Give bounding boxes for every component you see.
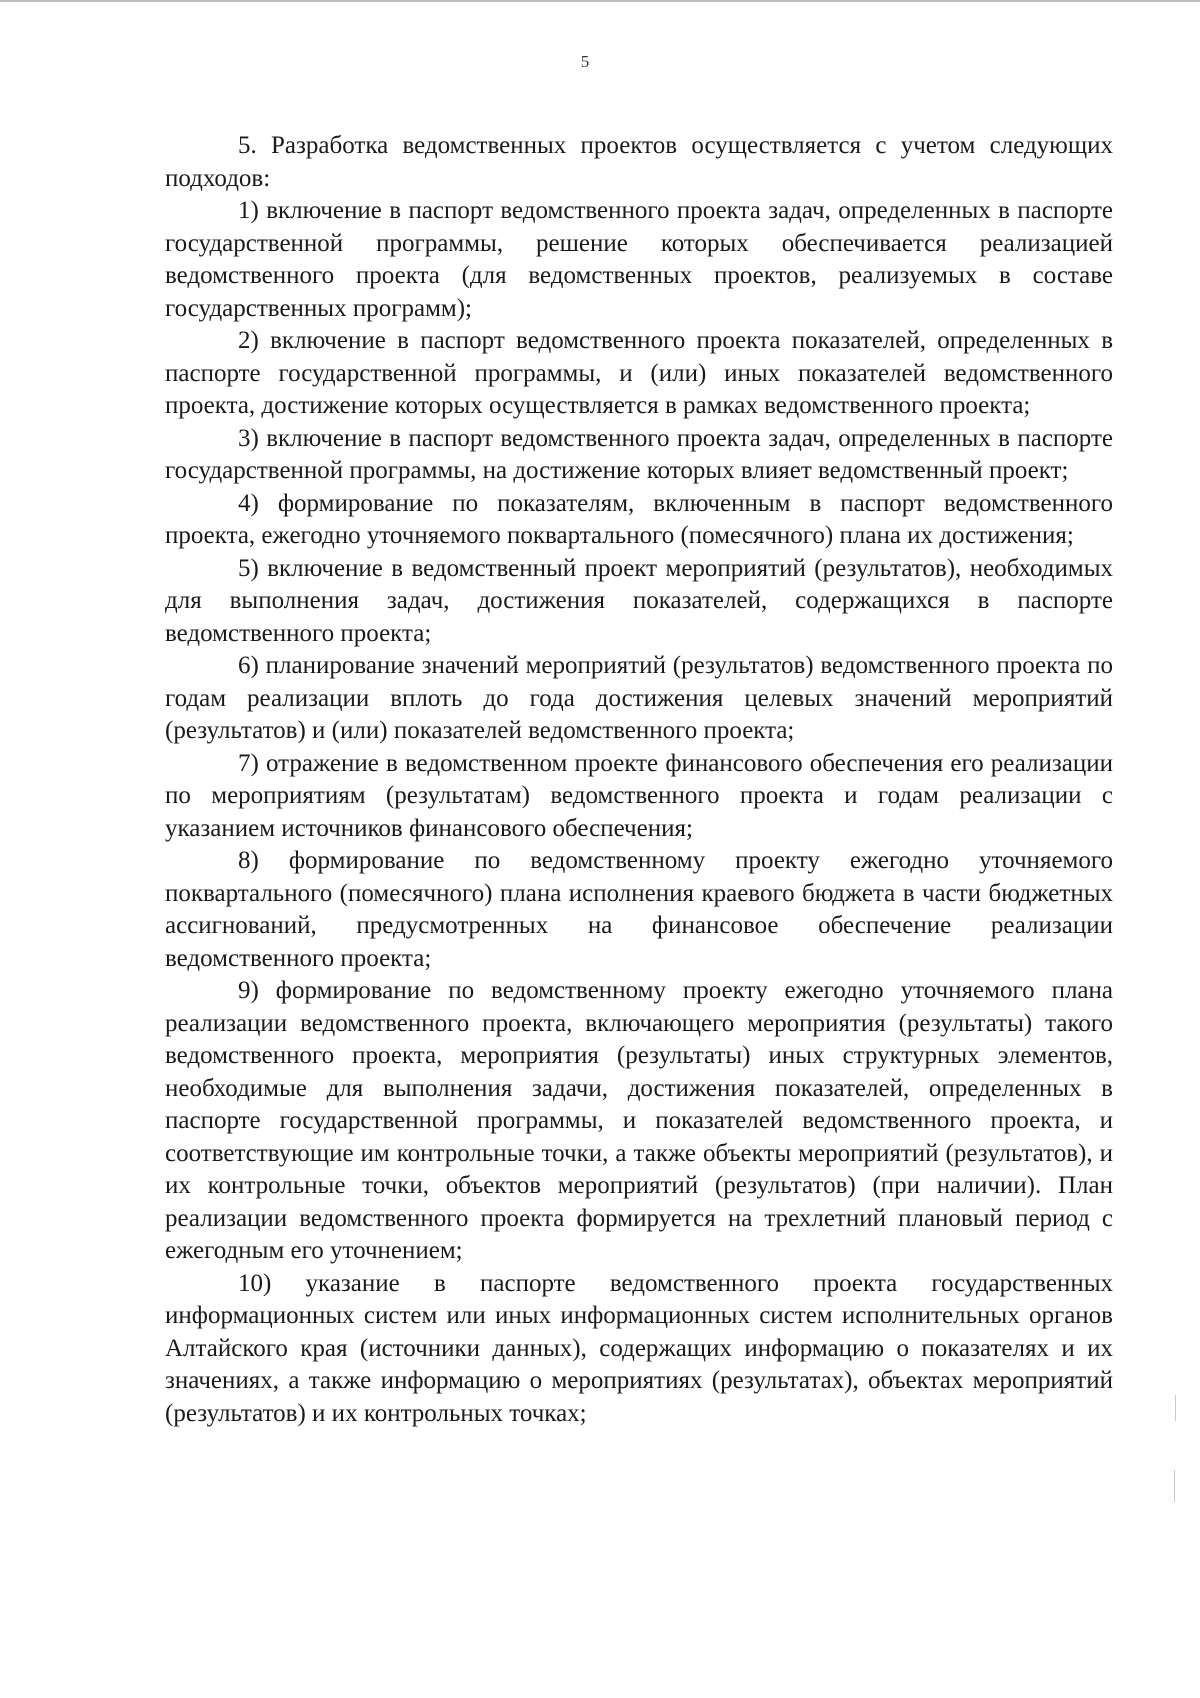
paragraph-intro: 5. Разработка ведомственных проектов осуществляется с учетом следующих подходов: (165, 132, 1113, 192)
document-body (165, 130, 1113, 1430)
scan-artifact (1174, 1470, 1175, 1502)
list-item-7: 7) отражение в ведомственном проекте финансового обеспечения его реализации по мероприятиям (результатам) ведомственного проекта и годам реализации с указанием источников финансового обеспечения; (165, 749, 1113, 842)
list-item-5: 5) включение в ведомственный проект мероприятий (результатов), необходимых для выполнения задач, достижения показателей, содержащихся в паспорте ведомственного проекта; (165, 554, 1113, 647)
scan-artifact (1175, 1395, 1176, 1421)
scan-top-edge (0, 0, 1200, 2)
list-item-2: 2) включение в паспорт ведомственного проекта показателей, определенных в паспорте государственной программы, и (или) иных показателей ведомственного проекта, достижение которых осуществляется в рамках ведомственного проекта; (165, 327, 1113, 419)
page-number: 5 (580, 52, 590, 71)
list-item-4: 4) формирование по показателям, включенным в паспорт ведомственного проекта, ежегодно уточняемого поквартального (помесячного) плана их достижения; (165, 489, 1113, 549)
list-item-3: 3) включение в паспорт ведомственного проекта задач, определенных в паспорте государственной программы, на достижение которых влияет ведомственный проект; (165, 424, 1113, 484)
list-item-8: 8) формирование по ведомственному проекту ежегодно уточняемого поквартального (помесячного) плана исполнения краевого бюджета в части бюджетных ассигнований, предусмотренных на финансовое обеспечение реализации ведомственного проекта; (165, 847, 1113, 972)
list-item-10: 10) указание в паспорте ведомственного проекта государственных информационных систем или иных информационных систем исполнительных органов Алтайского края (источники данных), содержащих информацию о показателях и их значениях, а также информацию о мероприятиях (результатах), объектах мероприятий (результатов) и их контрольных точках; (165, 1269, 1113, 1427)
list-item-6: 6) планирование значений мероприятий (результатов) ведомственного проекта по годам реализации вплоть до года достижения целевых значений мероприятий (результатов) и (или) показателей ведомственного проекта; (165, 652, 1113, 744)
list-item-9: 9) формирование по ведомственному проекту ежегодно уточняемого плана реализации ведомственного проекта, включающего мероприятия (результаты) такого ведомственного проекта, мероприятия (результаты) иных структурных элементов, необходимые для выполнения задачи, достижения показателей, определенных в паспорте государственной программы, и показателей ведомственного проекта, и соответствующие им контрольные точки, а также объекты мероприятий (результатов), и их контрольные точки, объектов мероприятий (результатов) (при наличии). План реализации ведомственного проекта формируется на трехлетний плановый период с ежегодным его уточнением; (165, 977, 1113, 1264)
list-item-1: 1) включение в паспорт ведомственного проекта задач, определенных в паспорте государственной программы, решение которых обеспечивается реализацией ведомственного проекта (для ведомственных проектов, реализуемых в составе государственных программ); (165, 197, 1113, 322)
